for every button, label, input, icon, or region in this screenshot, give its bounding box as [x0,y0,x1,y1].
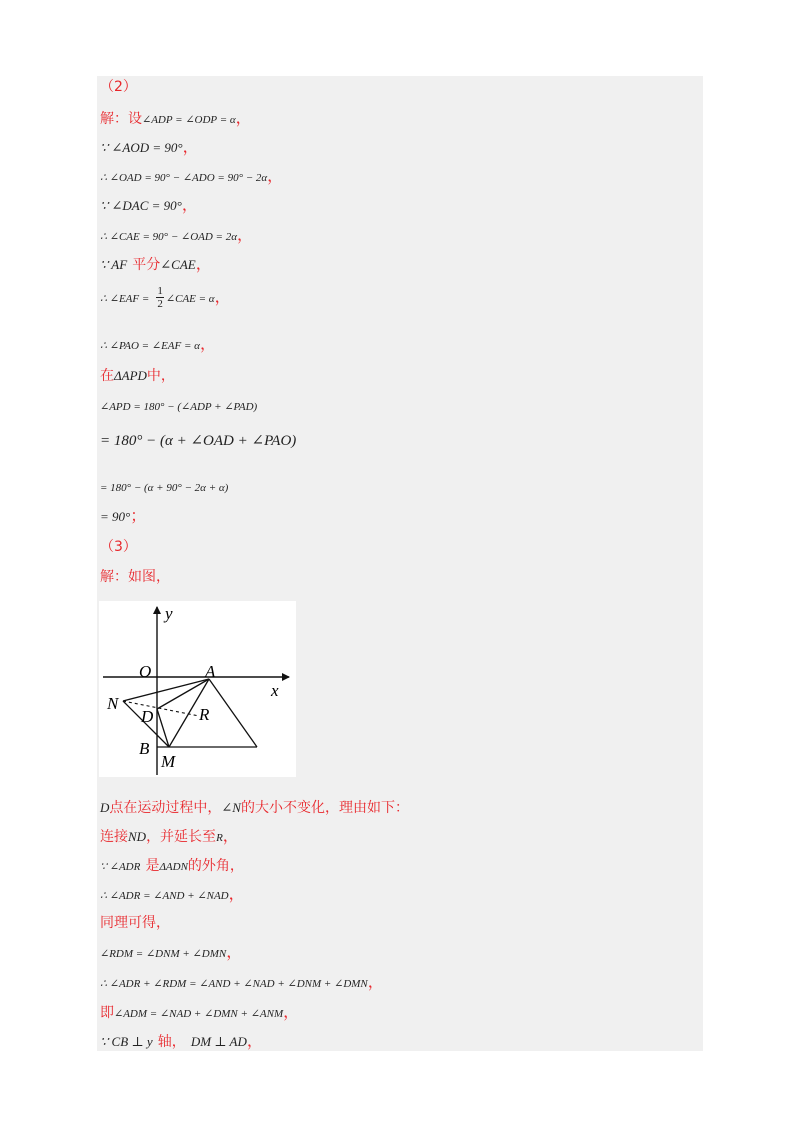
math-expression: = 180° − (α + ∠OAD + ∠PAO) [100,433,297,449]
math-expression: ∵ ∠ADR [100,861,141,873]
label-d: D [141,707,154,726]
solution-text: 点在运动过程中， [109,800,222,816]
solution-line [100,110,252,126]
solution-text: 在 [100,368,114,384]
label-m: M [161,752,176,771]
solution-panel [97,76,703,1051]
solution-text: 解：设 [100,111,142,127]
math-expression: ∠N [221,800,241,815]
math-expression: ∴ ∠CAE = 90° − ∠OAD = 2α [100,231,238,243]
math-expression: DM ⊥ AD [190,1034,247,1049]
math-expression: D [100,800,110,815]
punctuation: ， [226,942,243,961]
solution-line [100,432,296,449]
solution-text: 中， [146,368,175,384]
fraction-denominator: 2 [157,298,163,311]
math-expression: R [216,832,223,844]
solution-text: 的大小不变化，理由如下： [240,800,409,816]
punctuation: ， [237,225,254,244]
solution-text: 是 [145,858,160,874]
label-b: B [139,739,150,758]
punctuation: ， [214,287,231,307]
label-a: A [205,662,216,681]
math-expression: ∴ ∠ADR = ∠AND + ∠NAD [100,890,229,902]
math-expression: ∠RDM = ∠DNM + ∠DMN [100,948,227,960]
solution-text: 解：如图， [100,569,170,585]
punctuation: ， [195,254,212,273]
label-n: N [107,694,119,713]
math-expression: ∵ AF [100,257,128,272]
geometry-figure [99,601,296,777]
math-expression: ∴ ∠ADR + ∠RDM = ∠AND + ∠NAD + ∠DNM + ∠DMN [100,978,368,990]
punctuation: ； [130,506,147,525]
math-expression: ∵ ∠AOD = 90° [100,140,183,155]
math-expression: ΔADN [159,861,188,873]
math-expression: ∴ ∠EAF = [100,293,150,306]
dashed-ndr [123,701,199,716]
math-expression: = 180° − (α + 90° − 2α + α) [100,482,229,494]
math-expression: ∠ADP = ∠ODP = α [142,114,236,126]
solution-line [100,336,216,352]
solution-line [100,974,384,990]
solution-line [100,944,242,960]
fraction-one-half [156,285,164,310]
math-expression: ∵ CB ⊥ y [100,1034,153,1049]
label-o: O [139,662,152,681]
solution-line [100,857,244,873]
label-r: R [199,705,210,724]
punctuation: ， [267,166,284,185]
math-expression: ∠CAE [160,257,196,272]
punctuation: ， [182,137,199,156]
fraction-numerator: 1 [157,285,163,297]
segment-an [123,679,209,701]
solution-text: 的外角， [187,858,244,874]
math-expression: ∴ ∠OAD = 90° − ∠ADO = 90° − 2α [100,172,268,184]
solution-text: 即 [100,1005,114,1021]
solution-text: ，并延长至 [146,829,217,845]
math-expression: ∠APD = 180° − (∠ADP + ∠PAD) [100,401,258,413]
solution-line [100,508,146,524]
math-expression: = 90° [100,509,131,524]
coordinate-diagram [99,601,296,777]
punctuation: ， [246,1031,263,1050]
solution-line [100,256,212,272]
math-expression: ∴ ∠PAO = ∠EAF = α [100,340,200,352]
label-y: y [165,604,173,623]
punctuation: ， [367,972,384,991]
punctuation: ， [228,884,245,903]
math-expression: ΔAPD [114,368,147,383]
solution-line [100,197,198,213]
math-expression: ∠CAE = α [165,293,215,306]
math-expression: ND [128,829,147,844]
solution-text: 同理可得， [100,915,170,931]
math-expression: ∠ADM = ∠NAD + ∠DMN + ∠ANM [114,1008,284,1020]
solution-text: 连接 [100,829,128,845]
solution-line [100,799,409,815]
solution-text: 平分 [132,257,161,273]
solution-line [100,367,175,383]
solution-text: 轴， [157,1034,186,1050]
math-expression: ∵ ∠DAC = 90° [100,198,182,213]
solution-line [100,227,253,243]
punctuation: ， [181,195,198,214]
solution-line [100,478,228,494]
punctuation: ， [283,1002,300,1021]
part2-label: （2） [100,79,137,95]
solution-line [100,168,283,184]
solution-line [100,285,231,310]
punctuation: ， [222,826,239,845]
solution-line [100,397,257,413]
solution-line [100,1004,299,1020]
segment-ac [209,679,257,747]
solution-line [100,1033,263,1049]
solution-line [100,828,239,844]
punctuation: ， [199,334,216,353]
punctuation: ， [235,108,252,127]
label-x: x [271,681,279,700]
solution-line [100,139,199,155]
solution-line [100,886,245,902]
part3-label: （3） [100,539,137,555]
